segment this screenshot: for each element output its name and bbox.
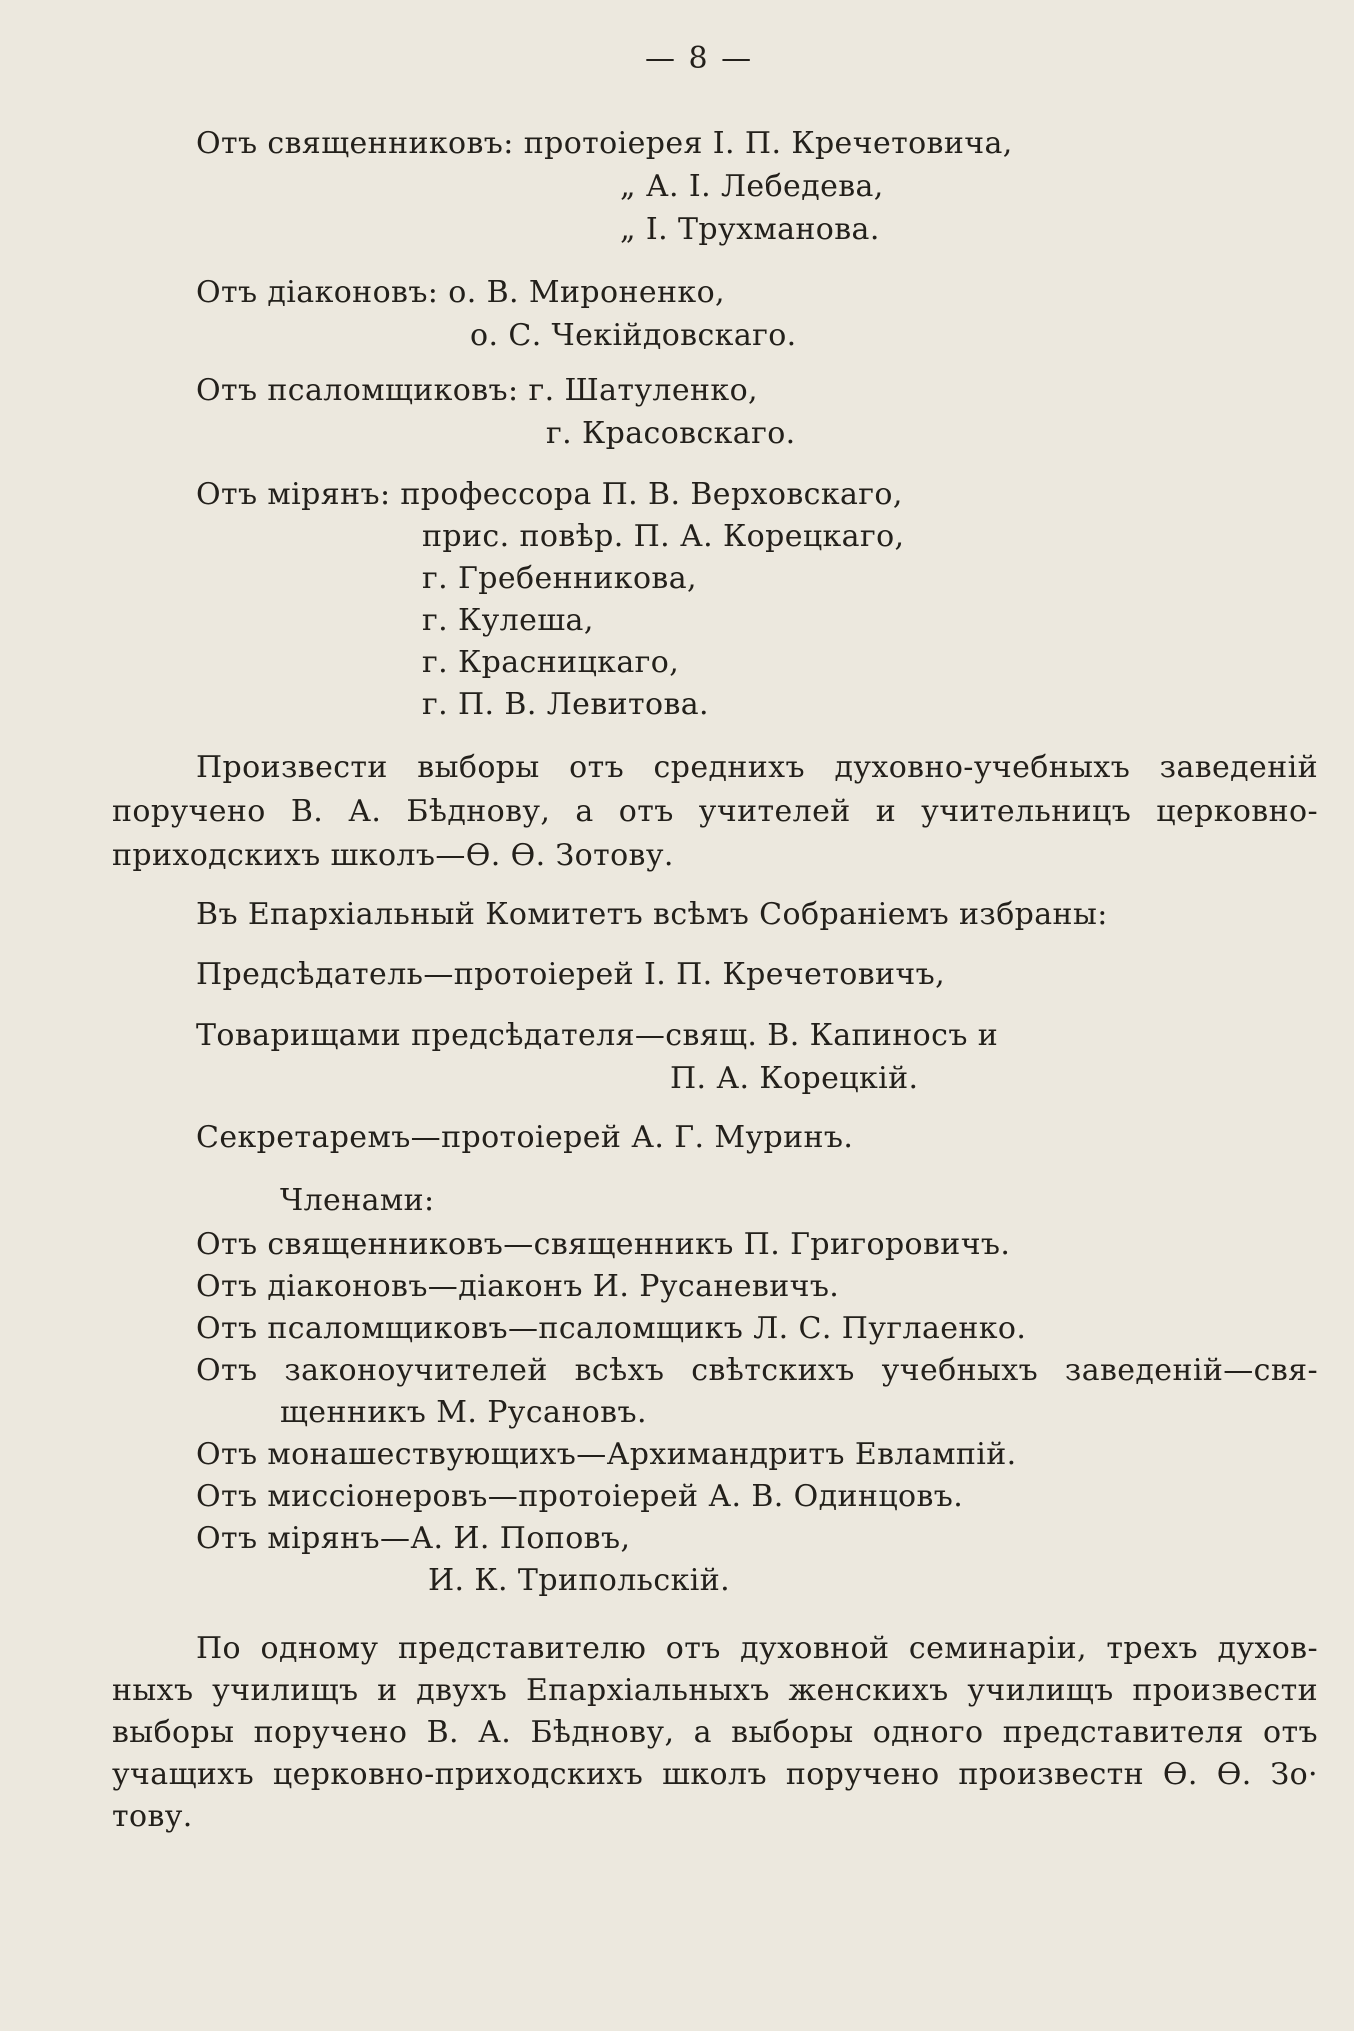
priests-line-1: Отъ священниковъ: протоіерея І. П. Кречетовича,	[196, 126, 1013, 161]
final-paragraph-line-3: выборы поручено В. А. Бѣднову, а выборы одного представителя отъ	[112, 1715, 1318, 1750]
laymen-line-1: Отъ мірянъ: профессора П. В. Верховскаго,	[196, 477, 903, 512]
paragraph-elections-line-1: Произвести выборы отъ среднихъ духовно-учебныхъ заведеній	[196, 750, 1318, 785]
deacons-line-1: Отъ діаконовъ: о. В. Мироненко,	[196, 275, 725, 310]
page-number: — 8 —	[645, 41, 754, 76]
member-line-7: Отъ миссіонеровъ—протоіерей А. В. Одинцовъ.	[196, 1479, 964, 1514]
laymen-line-3: г. Гребенникова,	[422, 561, 697, 596]
final-paragraph-line-1: По одному представителю отъ духовной семинаріи, трехъ духов-	[196, 1631, 1318, 1666]
vice-chairmen-line-2: П. А. Корецкій.	[670, 1061, 919, 1096]
member-line-8: Отъ мірянъ—А. И. Поповъ,	[196, 1521, 631, 1556]
member-line-3: Отъ псаломщиковъ—псаломщикъ Л. С. Пуглаенко.	[196, 1311, 1027, 1346]
member-line-2: Отъ діаконовъ—діаконъ И. Русаневичъ.	[196, 1269, 840, 1304]
members-heading: Членами:	[280, 1183, 435, 1218]
final-paragraph-line-5: тову.	[112, 1799, 193, 1834]
final-paragraph-line-2: ныхъ училищъ и двухъ Епархіальныхъ женскихъ училищъ произвести	[112, 1673, 1318, 1708]
vice-chairmen-line-1: Товарищами предсѣдателя—свящ. В. Капиносъ и	[196, 1018, 999, 1053]
member-line-5: щенникъ М. Русановъ.	[280, 1395, 647, 1430]
laymen-line-6: г. П. В. Левитова.	[422, 687, 709, 722]
member-line-4: Отъ законоучителей всѣхъ свѣтскихъ учебныхъ заведеній—свя-	[196, 1353, 1318, 1388]
priests-line-2: „ А. І. Лебедева,	[620, 169, 884, 204]
paragraph-elections-line-2: поручено В. А. Бѣднову, а отъ учителей и учительницъ церковно-	[112, 794, 1318, 829]
member-line-9: И. К. Трипольскій.	[428, 1563, 731, 1598]
member-line-6: Отъ монашествующихъ—Архимандритъ Евлампій.	[196, 1437, 1017, 1472]
paragraph-elections-line-3: приходскихъ школъ—Ѳ. Ѳ. Зотову.	[112, 838, 674, 873]
secretary-line: Секретаремъ—протоіерей А. Г. Муринъ.	[196, 1120, 854, 1155]
priests-line-3: „ І. Трухманова.	[620, 212, 880, 247]
laymen-line-4: г. Кулеша,	[422, 603, 594, 638]
final-paragraph-line-4: учащихъ церковно-приходскихъ школъ поручено произвестн Ѳ. Ѳ. Зо·	[112, 1757, 1318, 1792]
psalmists-line-1: Отъ псаломщиковъ: г. Шатуленко,	[196, 373, 758, 408]
committee-heading: Въ Епархіальный Комитетъ всѣмъ Собраніемъ избраны:	[196, 897, 1108, 932]
member-line-1: Отъ священниковъ—священникъ П. Григоровичъ.	[196, 1227, 1011, 1262]
laymen-line-2: прис. повѣр. П. А. Корецкаго,	[422, 519, 905, 554]
deacons-line-2: о. С. Чекійдовскаго.	[470, 318, 797, 353]
laymen-line-5: г. Красницкаго,	[422, 645, 680, 680]
chairman-line: Предсѣдатель—протоіерей І. П. Кречетовичъ,	[196, 957, 946, 992]
psalmists-line-2: г. Красовскаго.	[546, 416, 796, 451]
